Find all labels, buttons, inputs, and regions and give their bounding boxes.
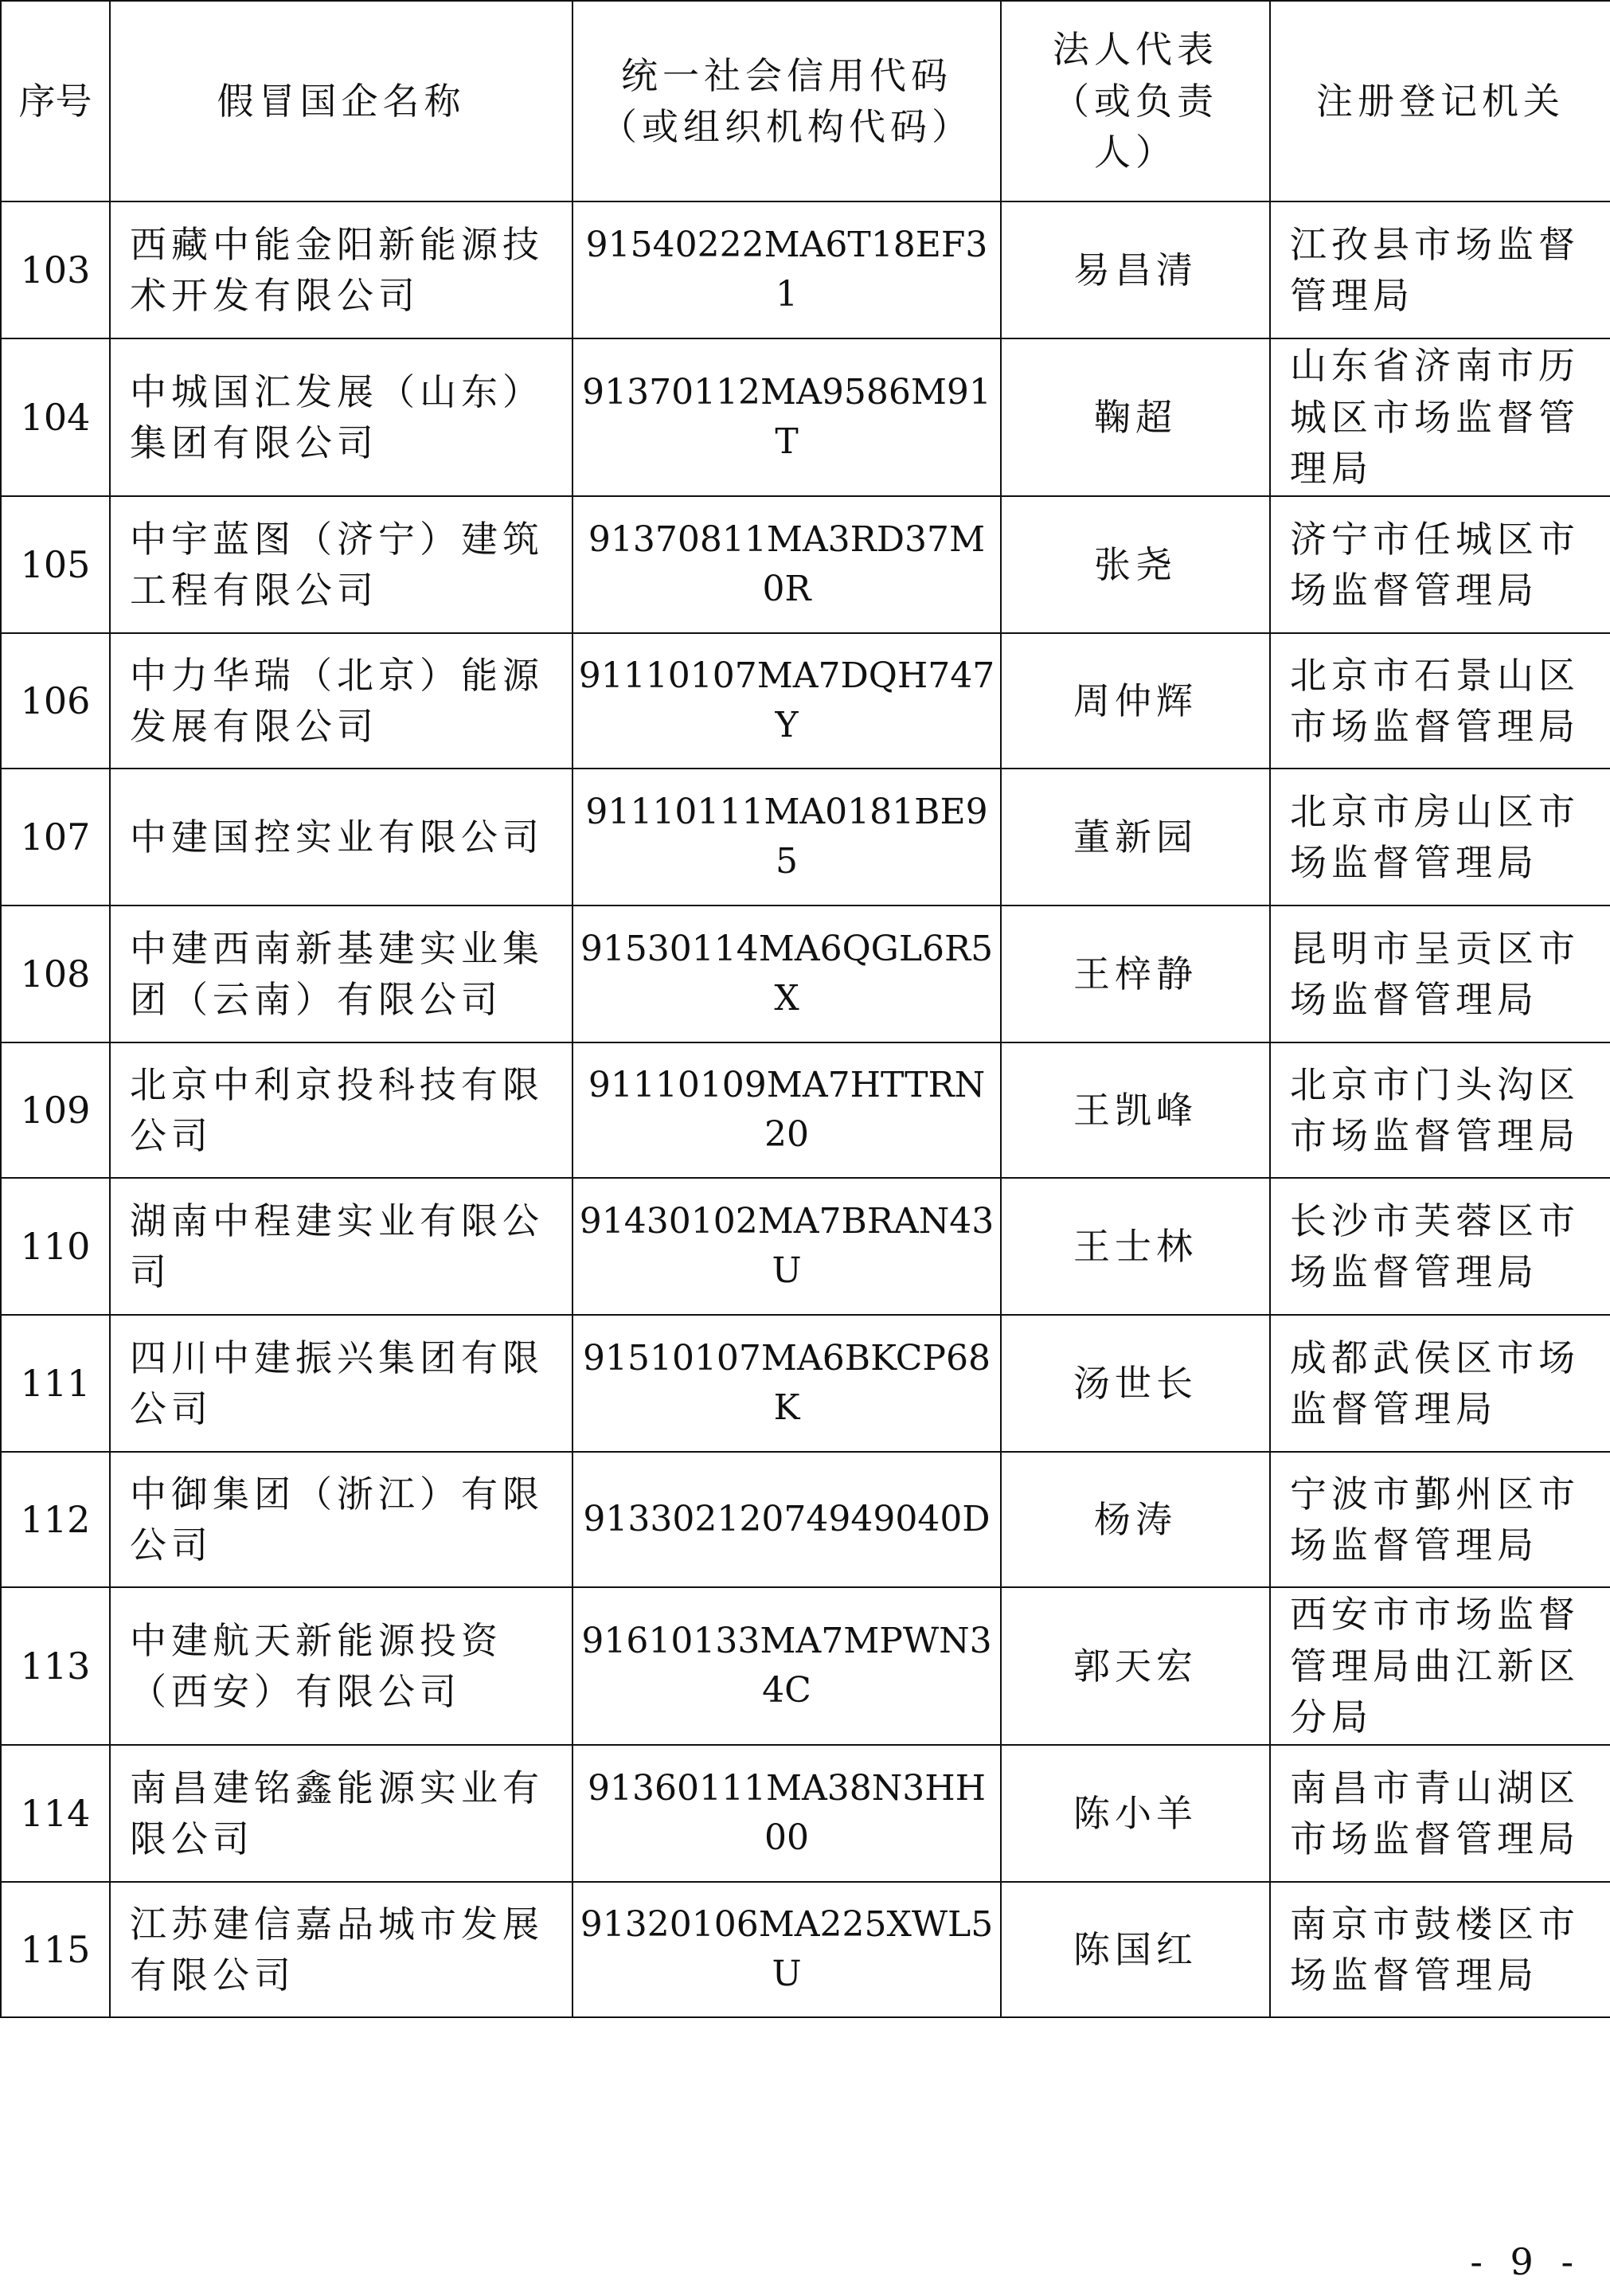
enterprise-name-cell: 北京中利京投科技有限公司	[110, 1042, 572, 1178]
legal-representative-cell: 周仲辉	[1001, 633, 1270, 769]
credit-code-cell: 913302120749490​40D	[572, 1452, 1001, 1587]
legal-representative-cell: 汤世长	[1001, 1315, 1270, 1452]
legal-representative-cell: 陈国红	[1001, 1882, 1270, 2017]
registration-authority-cell: 南昌市青山湖区市场监督管理局	[1270, 1745, 1610, 1882]
legal-representative-cell: 王凯峰	[1001, 1042, 1270, 1178]
serial-number-cell: 106	[1, 633, 110, 769]
header-enterprise-name: 假冒国企名称	[110, 1, 572, 201]
enterprise-name-cell: 中宇蓝图（济宁）建筑工程有限公司	[110, 496, 572, 633]
credit-code-cell: 91510107MA6BKCP68K	[572, 1315, 1001, 1452]
registration-authority-cell: 北京市门头沟区市场监督管理局	[1270, 1042, 1610, 1178]
header-legal-representative: 法人代表（或负责人）	[1001, 1, 1270, 201]
table-header-row	[1, 1, 1610, 201]
table-row	[1, 1315, 1610, 1452]
table-row	[1, 1882, 1610, 2017]
serial-number-cell: 114	[1, 1745, 110, 1882]
enterprise-name-cell: 中御集团（浙江）有限公司	[110, 1452, 572, 1587]
serial-number-cell: 107	[1, 769, 110, 905]
serial-number-cell: 111	[1, 1315, 110, 1452]
enterprise-name-cell: 四川中建振兴集团有限公司	[110, 1315, 572, 1452]
legal-representative-cell: 杨涛	[1001, 1452, 1270, 1587]
credit-code-cell: 91110107MA7DQH747Y	[572, 633, 1001, 769]
page-number: - 9 -	[1470, 2240, 1581, 2283]
table-row	[1, 201, 1610, 338]
credit-code-cell: 91530114MA6QGL6R5X	[572, 905, 1001, 1042]
table-row	[1, 496, 1610, 633]
enterprise-name-cell: 西藏中能金阳新能源技术开发有限公司	[110, 201, 572, 338]
serial-number-cell: 103	[1, 201, 110, 338]
header-serial-number: 序号	[1, 1, 110, 201]
enterprise-name-cell: 江苏建信嘉品城市发展有限公司	[110, 1882, 572, 2017]
enterprise-name-cell: 中建西南新基建实业集团（云南）有限公司	[110, 905, 572, 1042]
registration-authority-cell: 南京市鼓楼区市场监督管理局	[1270, 1882, 1610, 2017]
header-registration-authority: 注册登记机关	[1270, 1, 1610, 201]
table-row	[1, 1042, 1610, 1178]
serial-number-cell: 109	[1, 1042, 110, 1178]
registration-authority-cell: 昆明市呈贡区市场监督管理局	[1270, 905, 1610, 1042]
registration-authority-cell: 济宁市任城区市场监督管理局	[1270, 496, 1610, 633]
serial-number-cell: 110	[1, 1178, 110, 1315]
enterprise-name-cell: 湖南中程建实业有限公司	[110, 1178, 572, 1315]
enterprise-name-cell: 南昌建铭鑫能源实业有限公司	[110, 1745, 572, 1882]
table-row	[1, 1745, 1610, 1882]
enterprise-name-cell: 中建航天新能源投资（西安）有限公司	[110, 1587, 572, 1745]
enterprise-name-cell: 中建国控实业有限公司	[110, 769, 572, 905]
registration-authority-cell: 江孜县市场监督管理局	[1270, 201, 1610, 338]
registration-authority-cell: 西安市市场监督管理局曲江新区分局	[1270, 1587, 1610, 1745]
credit-code-cell: 91320106MA225XWL5U	[572, 1882, 1001, 2017]
table-row	[1, 633, 1610, 769]
serial-number-cell: 104	[1, 338, 110, 496]
credit-code-cell: 91430102MA7BRAN43U	[572, 1178, 1001, 1315]
serial-number-cell: 115	[1, 1882, 110, 2017]
registration-authority-cell: 宁波市鄞州区市场监督管理局	[1270, 1452, 1610, 1587]
table-row	[1, 1178, 1610, 1315]
legal-representative-cell: 易昌清	[1001, 201, 1270, 338]
legal-representative-cell: 张尧	[1001, 496, 1270, 633]
serial-number-cell: 113	[1, 1587, 110, 1745]
header-credit-code: 统一社会信用代码（或组织机构代码）	[572, 1, 1001, 201]
serial-number-cell: 105	[1, 496, 110, 633]
credit-code-cell: 91360111MA38N3HH00	[572, 1745, 1001, 1882]
table-row	[1, 905, 1610, 1042]
registration-authority-cell: 北京市石景山区市场监督管理局	[1270, 633, 1610, 769]
table-row	[1, 1452, 1610, 1587]
credit-code-cell: 91370811MA3RD37M0R	[572, 496, 1001, 633]
credit-code-cell: 91110111MA0181BE95	[572, 769, 1001, 905]
credit-code-cell: 91540222MA6T18EF31	[572, 201, 1001, 338]
table-row	[1, 1587, 1610, 1745]
serial-number-cell: 112	[1, 1452, 110, 1587]
table-row	[1, 338, 1610, 496]
credit-code-cell: 91110109MA7HTTRN20	[572, 1042, 1001, 1178]
legal-representative-cell: 陈小羊	[1001, 1745, 1270, 1882]
credit-code-cell: 91610133MA7MPWN34C	[572, 1587, 1001, 1745]
registration-authority-cell: 成都武侯区市场监督管理局	[1270, 1315, 1610, 1452]
credit-code-cell: 91370112MA9586M91T	[572, 338, 1001, 496]
registration-authority-cell: 山东省济南市历城区市场监督管理局	[1270, 338, 1610, 496]
legal-representative-cell: 王梓静	[1001, 905, 1270, 1042]
registration-authority-cell: 北京市房山区市场监督管理局	[1270, 769, 1610, 905]
legal-representative-cell: 郭天宏	[1001, 1587, 1270, 1745]
table-row	[1, 769, 1610, 905]
legal-representative-cell: 王士林	[1001, 1178, 1270, 1315]
enterprise-name-cell: 中力华瑞（北京）能源发展有限公司	[110, 633, 572, 769]
registration-authority-cell: 长沙市芙蓉区市场监督管理局	[1270, 1178, 1610, 1315]
serial-number-cell: 108	[1, 905, 110, 1042]
enterprise-name-cell: 中城国汇发展（山东）集团有限公司	[110, 338, 572, 496]
legal-representative-cell: 鞠超	[1001, 338, 1270, 496]
legal-representative-cell: 董新园	[1001, 769, 1270, 905]
